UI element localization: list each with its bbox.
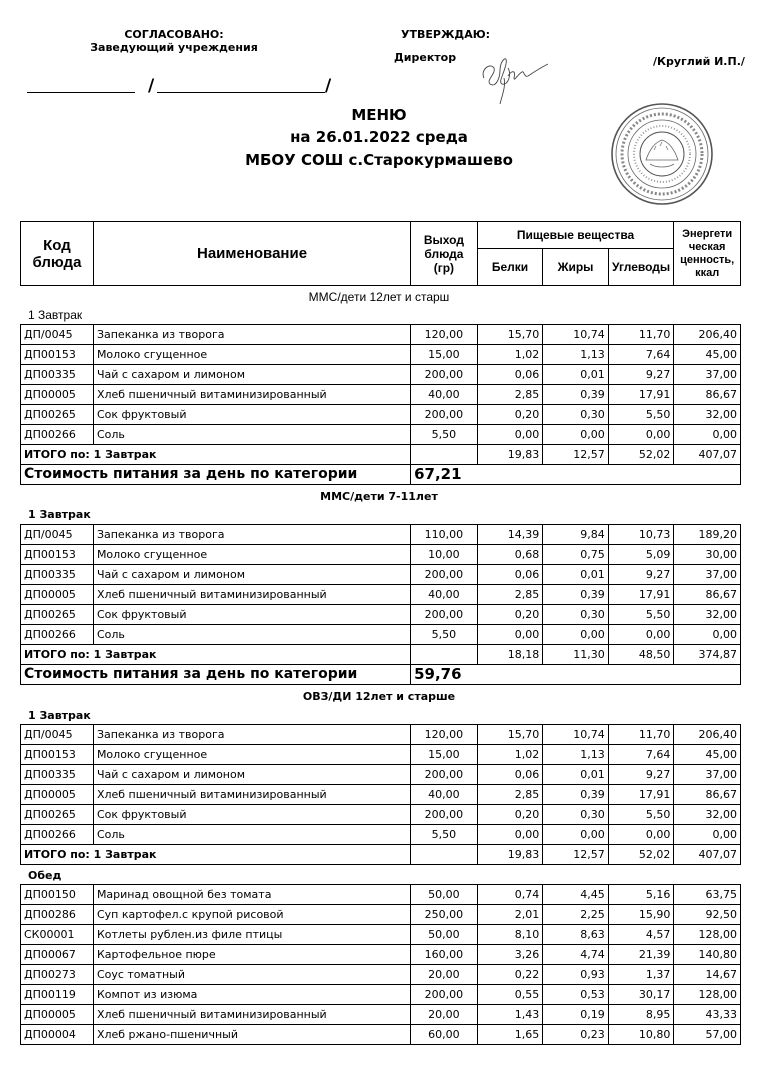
dish-proteins: 1,02 — [477, 745, 543, 765]
header-name: Наименование — [93, 222, 410, 286]
header-output: Выход блюда (гр) — [411, 222, 478, 286]
table-row — [21, 425, 741, 445]
dish-fats: 0,53 — [543, 985, 609, 1005]
dish-proteins: 8,10 — [477, 925, 543, 945]
dish-carbs: 1,37 — [608, 965, 674, 985]
dish-energy: 32,00 — [674, 805, 741, 825]
menu-table-header — [20, 221, 741, 286]
dish-output: 5,50 — [411, 625, 478, 645]
total-proteins: 19,83 — [477, 845, 543, 865]
dish-carbs: 0,00 — [608, 425, 674, 445]
dish-carbs: 11,70 — [608, 325, 674, 345]
table-row — [21, 885, 741, 905]
dish-name: Сок фруктовый — [93, 605, 410, 625]
dish-fats: 0,01 — [543, 565, 609, 585]
dish-carbs: 17,91 — [608, 785, 674, 805]
dish-carbs: 9,27 — [608, 365, 674, 385]
dish-energy: 0,00 — [674, 625, 741, 645]
dish-energy: 32,00 — [674, 605, 741, 625]
dish-fats: 2,25 — [543, 905, 609, 925]
dish-fats: 0,30 — [543, 405, 609, 425]
dish-proteins: 2,85 — [477, 785, 543, 805]
dish-proteins: 1,02 — [477, 345, 543, 365]
dish-fats: 10,74 — [543, 725, 609, 745]
dish-energy: 0,00 — [674, 425, 741, 445]
dish-carbs: 9,27 — [608, 565, 674, 585]
table-row — [21, 745, 741, 765]
dish-output: 120,00 — [411, 725, 478, 745]
table-row — [21, 785, 741, 805]
table-row — [21, 565, 741, 585]
dish-proteins: 2,85 — [477, 385, 543, 405]
dish-output: 5,50 — [411, 825, 478, 845]
dish-output: 40,00 — [411, 385, 478, 405]
menu-table-section-1 — [20, 324, 741, 485]
total-carbs: 52,02 — [608, 845, 674, 865]
dish-output: 110,00 — [411, 525, 478, 545]
dish-name: Молоко сгущенное — [93, 745, 410, 765]
dish-energy: 32,00 — [674, 405, 741, 425]
document-title: МЕНЮ — [351, 106, 407, 124]
dish-carbs: 5,16 — [608, 885, 674, 905]
dish-name: Запеканка из творога — [93, 325, 410, 345]
header-carbs: Углеводы — [608, 249, 674, 286]
table-row — [21, 945, 741, 965]
dish-fats: 0,01 — [543, 765, 609, 785]
dish-carbs: 17,91 — [608, 585, 674, 605]
cost-value: 67,21 — [411, 465, 741, 485]
section-title: ММС/дети 12лет и старш — [308, 290, 450, 304]
dish-code: СК00001 — [21, 925, 94, 945]
dish-name: Сок фруктовый — [93, 805, 410, 825]
dish-energy: 128,00 — [674, 985, 741, 1005]
dish-code: ДП00005 — [21, 785, 94, 805]
total-energy: 407,07 — [674, 445, 741, 465]
dish-carbs: 10,80 — [608, 1025, 674, 1045]
table-row — [21, 625, 741, 645]
dish-name: Котлеты рублен.из филе птицы — [93, 925, 410, 945]
dish-name: Маринад овощной без томата — [93, 885, 410, 905]
cost-value: 59,76 — [411, 665, 741, 685]
table-row — [21, 345, 741, 365]
approval-right-title: УТВЕРЖДАЮ: — [401, 28, 491, 41]
dish-proteins: 15,70 — [477, 325, 543, 345]
dish-fats: 8,63 — [543, 925, 609, 945]
dish-code: ДП00004 — [21, 1025, 94, 1045]
dish-carbs: 15,90 — [608, 905, 674, 925]
total-proteins: 19,83 — [477, 445, 543, 465]
dish-name: Чай с сахаром и лимоном — [93, 765, 410, 785]
dish-proteins: 0,00 — [477, 625, 543, 645]
table-row — [21, 805, 741, 825]
table-row — [21, 325, 741, 345]
dish-proteins: 0,74 — [477, 885, 543, 905]
dish-output: 200,00 — [411, 765, 478, 785]
dish-proteins: 1,65 — [477, 1025, 543, 1045]
total-energy: 407,07 — [674, 845, 741, 865]
dish-carbs: 0,00 — [608, 625, 674, 645]
dish-code: ДП00335 — [21, 765, 94, 785]
dish-code: ДП00119 — [21, 985, 94, 1005]
dish-code: ДП/0045 — [21, 725, 94, 745]
total-fats: 11,30 — [543, 645, 609, 665]
table-row — [21, 925, 741, 945]
dish-proteins: 0,00 — [477, 825, 543, 845]
dish-energy: 128,00 — [674, 925, 741, 945]
dish-proteins: 0,55 — [477, 985, 543, 1005]
dish-name: Соль — [93, 825, 410, 845]
dish-carbs: 7,64 — [608, 345, 674, 365]
dish-code: ДП00265 — [21, 405, 94, 425]
dish-energy: 63,75 — [674, 885, 741, 905]
dish-energy: 86,67 — [674, 585, 741, 605]
dish-fats: 0,00 — [543, 825, 609, 845]
dish-fats: 1,13 — [543, 345, 609, 365]
dish-fats: 0,93 — [543, 965, 609, 985]
dish-name: Сок фруктовый — [93, 405, 410, 425]
dish-output: 200,00 — [411, 605, 478, 625]
menu-table-section-3-lunch — [20, 884, 741, 1045]
dish-name: Запеканка из творога — [93, 525, 410, 545]
dish-code: ДП00150 — [21, 885, 94, 905]
dish-fats: 0,39 — [543, 585, 609, 605]
dish-output: 10,00 — [411, 545, 478, 565]
dish-name: Запеканка из творога — [93, 725, 410, 745]
table-row — [21, 585, 741, 605]
dish-output: 250,00 — [411, 905, 478, 925]
dish-name: Компот из изюма — [93, 985, 410, 1005]
dish-energy: 140,80 — [674, 945, 741, 965]
dish-energy: 37,00 — [674, 765, 741, 785]
dish-proteins: 0,20 — [477, 805, 543, 825]
cost-label: Стоимость питания за день по категории — [21, 665, 411, 685]
dish-output: 15,00 — [411, 345, 478, 365]
dish-name: Чай с сахаром и лимоном — [93, 365, 410, 385]
dish-energy: 189,20 — [674, 525, 741, 545]
dish-carbs: 5,50 — [608, 805, 674, 825]
dish-carbs: 5,50 — [608, 405, 674, 425]
dish-proteins: 0,00 — [477, 425, 543, 445]
dish-carbs: 21,39 — [608, 945, 674, 965]
meal-title: 1 Завтрак — [28, 709, 91, 722]
total-fats: 12,57 — [543, 445, 609, 465]
dish-output: 20,00 — [411, 965, 478, 985]
dish-carbs: 5,09 — [608, 545, 674, 565]
dish-carbs: 17,91 — [608, 385, 674, 405]
total-carbs: 48,50 — [608, 645, 674, 665]
dish-carbs: 11,70 — [608, 725, 674, 745]
dish-energy: 206,40 — [674, 725, 741, 745]
header-fats: Жиры — [543, 249, 609, 286]
meal-title: 1 Завтрак — [28, 308, 83, 322]
dish-fats: 0,23 — [543, 1025, 609, 1045]
dish-energy: 86,67 — [674, 385, 741, 405]
table-row — [21, 1025, 741, 1045]
menu-table-section-2 — [20, 524, 741, 685]
table-row — [21, 905, 741, 925]
dish-code: ДП00265 — [21, 605, 94, 625]
dish-fats: 4,74 — [543, 945, 609, 965]
dish-fats: 9,84 — [543, 525, 609, 545]
total-label: ИТОГО по: 1 Завтрак — [21, 645, 411, 665]
total-proteins: 18,18 — [477, 645, 543, 665]
dish-proteins: 14,39 — [477, 525, 543, 545]
signature-slash-end: / — [325, 76, 332, 96]
dish-code: ДП00273 — [21, 965, 94, 985]
dish-output: 40,00 — [411, 785, 478, 805]
header-proteins: Белки — [477, 249, 543, 286]
dish-carbs: 8,95 — [608, 1005, 674, 1025]
dish-fats: 0,00 — [543, 625, 609, 645]
cost-label: Стоимость питания за день по категории — [21, 465, 411, 485]
dish-name: Картофельное пюре — [93, 945, 410, 965]
approval-left-title: СОГЛАСОВАНО: — [124, 28, 224, 41]
table-row — [21, 725, 741, 745]
dish-energy: 43,33 — [674, 1005, 741, 1025]
dish-carbs: 30,17 — [608, 985, 674, 1005]
dish-carbs: 5,50 — [608, 605, 674, 625]
table-row — [21, 545, 741, 565]
total-fats: 12,57 — [543, 845, 609, 865]
signature-icon — [478, 48, 550, 108]
dish-energy: 14,67 — [674, 965, 741, 985]
dish-energy: 92,50 — [674, 905, 741, 925]
approval-right-name: /Круглий И.П./ — [653, 55, 745, 68]
table-row — [21, 965, 741, 985]
dish-energy: 86,67 — [674, 785, 741, 805]
dish-output: 40,00 — [411, 585, 478, 605]
dish-energy: 45,00 — [674, 345, 741, 365]
dish-energy: 57,00 — [674, 1025, 741, 1045]
meal-title: 1 Завтрак — [28, 508, 91, 521]
dish-code: ДП00005 — [21, 1005, 94, 1025]
dish-name: Хлеб ржано-пшеничный — [93, 1025, 410, 1045]
dish-output: 50,00 — [411, 885, 478, 905]
dish-fats: 0,01 — [543, 365, 609, 385]
dish-fats: 0,30 — [543, 805, 609, 825]
dish-name: Хлеб пшеничный витаминизированный — [93, 385, 410, 405]
meal-title: Обед — [28, 869, 62, 882]
dish-fats: 0,30 — [543, 605, 609, 625]
dish-output: 50,00 — [411, 925, 478, 945]
dish-fats: 0,75 — [543, 545, 609, 565]
dish-fats: 0,00 — [543, 425, 609, 445]
dish-code: ДП/0045 — [21, 525, 94, 545]
dish-output: 200,00 — [411, 565, 478, 585]
dish-code: ДП00265 — [21, 805, 94, 825]
signature-slash-mid: / — [148, 76, 155, 96]
dish-carbs: 9,27 — [608, 765, 674, 785]
dish-output: 5,50 — [411, 425, 478, 445]
dish-carbs: 7,64 — [608, 745, 674, 765]
dish-output: 200,00 — [411, 985, 478, 1005]
table-row — [21, 365, 741, 385]
table-row — [21, 1005, 741, 1025]
dish-name: Хлеб пшеничный витаминизированный — [93, 585, 410, 605]
dish-name: Чай с сахаром и лимоном — [93, 565, 410, 585]
dish-proteins: 0,22 — [477, 965, 543, 985]
signature-line-left — [27, 92, 135, 93]
dish-carbs: 0,00 — [608, 825, 674, 845]
header-code: Код блюда — [21, 222, 94, 286]
dish-fats: 0,19 — [543, 1005, 609, 1025]
dish-fats: 0,39 — [543, 785, 609, 805]
dish-proteins: 0,06 — [477, 565, 543, 585]
dish-output: 200,00 — [411, 365, 478, 385]
dish-energy: 206,40 — [674, 325, 741, 345]
total-energy: 374,87 — [674, 645, 741, 665]
dish-energy: 45,00 — [674, 745, 741, 765]
dish-code: ДП00266 — [21, 825, 94, 845]
dish-output: 60,00 — [411, 1025, 478, 1045]
dish-code: ДП00005 — [21, 385, 94, 405]
dish-name: Молоко сгущенное — [93, 545, 410, 565]
table-row — [21, 985, 741, 1005]
dish-proteins: 0,20 — [477, 605, 543, 625]
dish-code: ДП00335 — [21, 365, 94, 385]
total-row — [21, 645, 741, 665]
table-row — [21, 525, 741, 545]
section-title: ОВЗ/ДИ 12лет и старше — [302, 690, 456, 703]
dish-name: Суп картофел.с крупой рисовой — [93, 905, 410, 925]
dish-name: Соль — [93, 425, 410, 445]
dish-name: Соль — [93, 625, 410, 645]
table-row — [21, 765, 741, 785]
dish-fats: 1,13 — [543, 745, 609, 765]
dish-carbs: 4,57 — [608, 925, 674, 945]
dish-code: ДП00335 — [21, 565, 94, 585]
menu-table-section-3-breakfast — [20, 724, 741, 865]
total-carbs: 52,02 — [608, 445, 674, 465]
dish-proteins: 0,06 — [477, 765, 543, 785]
dish-code: ДП00286 — [21, 905, 94, 925]
dish-proteins: 0,20 — [477, 405, 543, 425]
dish-name: Хлеб пшеничный витаминизированный — [93, 1005, 410, 1025]
total-label: ИТОГО по: 1 Завтрак — [21, 445, 411, 465]
dish-carbs: 10,73 — [608, 525, 674, 545]
document-school: МБОУ СОШ с.Старокурмашево — [245, 151, 513, 169]
dish-proteins: 2,01 — [477, 905, 543, 925]
dish-code: ДП00266 — [21, 425, 94, 445]
dish-proteins: 2,85 — [477, 585, 543, 605]
dish-proteins: 0,68 — [477, 545, 543, 565]
dish-proteins: 3,26 — [477, 945, 543, 965]
dish-proteins: 1,43 — [477, 1005, 543, 1025]
header-nutrients: Пищевые вещества — [477, 222, 674, 249]
dish-name: Хлеб пшеничный витаминизированный — [93, 785, 410, 805]
dish-code: ДП00153 — [21, 345, 94, 365]
dish-energy: 37,00 — [674, 365, 741, 385]
approval-right-role: Директор — [394, 51, 457, 64]
header-energy: Энергети ческая ценность, ккал — [674, 222, 741, 286]
dish-code: ДП/0045 — [21, 325, 94, 345]
dish-code: ДП00266 — [21, 625, 94, 645]
approval-left-subtitle: Заведующий учреждения — [90, 41, 258, 54]
section-title: ММС/дети 7-11лет — [320, 490, 438, 503]
signature-line-name — [157, 92, 325, 93]
dish-fats: 0,39 — [543, 385, 609, 405]
cost-row — [21, 665, 741, 685]
table-row — [21, 605, 741, 625]
dish-code: ДП00067 — [21, 945, 94, 965]
document-date: на 26.01.2022 среда — [290, 128, 468, 146]
dish-name: Молоко сгущенное — [93, 345, 410, 365]
dish-energy: 0,00 — [674, 825, 741, 845]
dish-code: ДП00153 — [21, 545, 94, 565]
dish-name: Соус томатный — [93, 965, 410, 985]
dish-fats: 4,45 — [543, 885, 609, 905]
dish-code: ДП00005 — [21, 585, 94, 605]
dish-output: 200,00 — [411, 805, 478, 825]
dish-output: 15,00 — [411, 745, 478, 765]
table-row — [21, 405, 741, 425]
dish-output: 20,00 — [411, 1005, 478, 1025]
table-row — [21, 825, 741, 845]
total-row — [21, 845, 741, 865]
dish-output: 160,00 — [411, 945, 478, 965]
total-row — [21, 445, 741, 465]
dish-code: ДП00153 — [21, 745, 94, 765]
dish-proteins: 0,06 — [477, 365, 543, 385]
dish-energy: 37,00 — [674, 565, 741, 585]
dish-output: 200,00 — [411, 405, 478, 425]
dish-output: 120,00 — [411, 325, 478, 345]
dish-fats: 10,74 — [543, 325, 609, 345]
table-row — [21, 385, 741, 405]
dish-energy: 30,00 — [674, 545, 741, 565]
cost-row — [21, 465, 741, 485]
total-label: ИТОГО по: 1 Завтрак — [21, 845, 411, 865]
dish-proteins: 15,70 — [477, 725, 543, 745]
